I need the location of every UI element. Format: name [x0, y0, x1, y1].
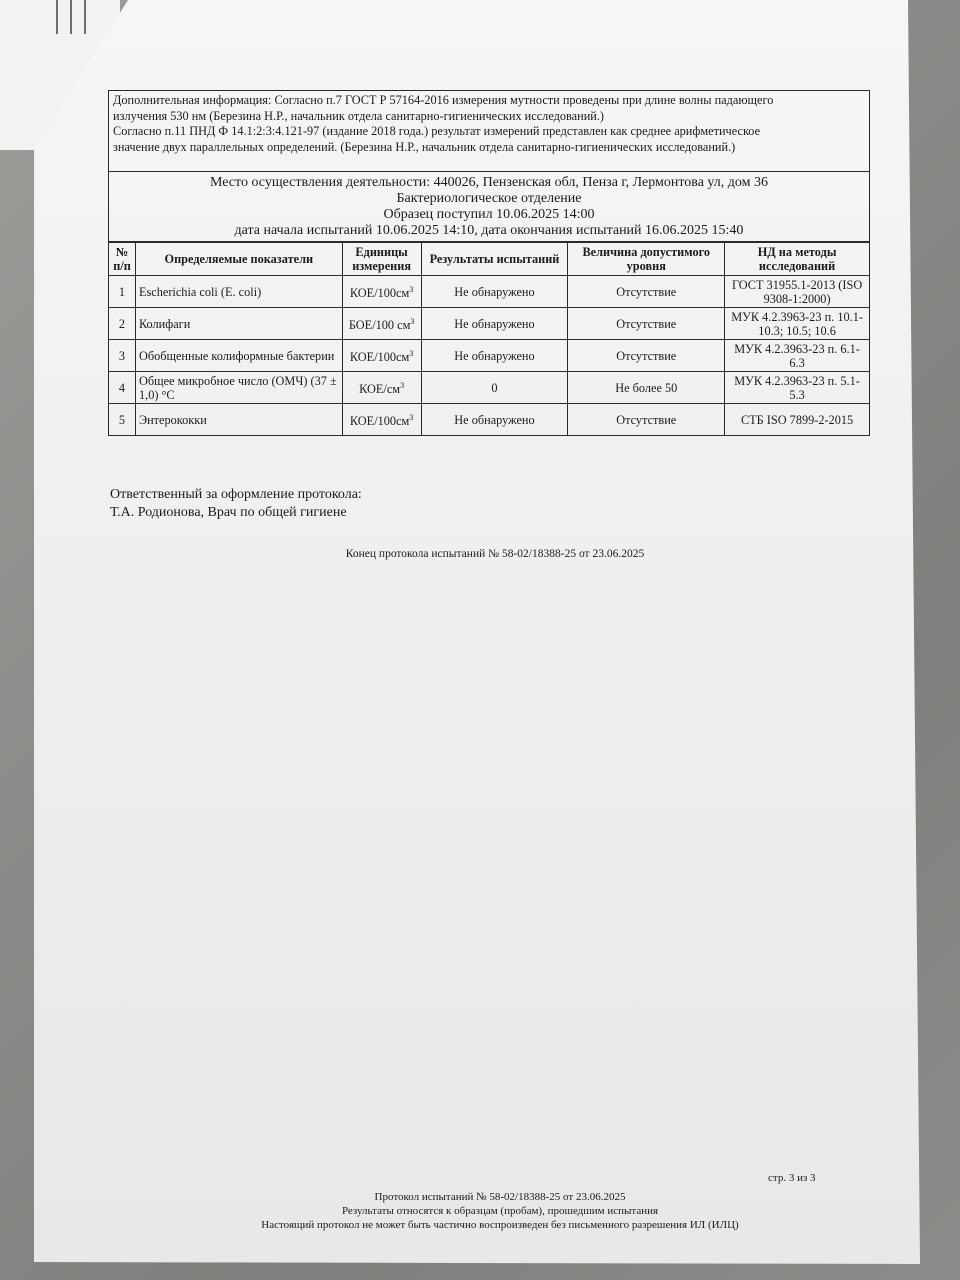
additional-info-line: Дополнительная информация: Согласно п.7 ГОСТ Р 57164-2016 измерения мутности проведены при длине волны падающего [113, 93, 774, 107]
cell-limit: Отсутствие [568, 308, 725, 340]
cell-unit [342, 308, 421, 340]
table-row [109, 404, 870, 436]
unit-exponent: 3 [409, 284, 414, 294]
sheet-mark [56, 0, 58, 34]
unit-exponent: 3 [410, 316, 415, 326]
department-line: Бактериологическое отделение [396, 191, 582, 206]
cell-num: 5 [109, 404, 136, 436]
cell-indicator: Колифаги [135, 308, 342, 340]
cell-result: 0 [421, 372, 568, 404]
header-indicator: Определяемые показатели [135, 243, 342, 276]
cell-method: МУК 4.2.3963-23 п. 10.1-10.3; 10.5; 10.6 [725, 308, 870, 340]
additional-info-line: значение двух параллельных определений. (Березина Н.Р., начальник отдела санитарно-гигиенических исследований.) [113, 139, 736, 154]
footer-line: Протокол испытаний № 58-02/18388-25 от 23.06.2025 [374, 1191, 626, 1203]
page-number: стр. 3 из 3 [768, 1172, 816, 1184]
cell-unit [342, 340, 421, 372]
cell-indicator: Обобщенные колиформные бактерии [135, 340, 342, 372]
cell-limit: Отсутствие [568, 340, 725, 372]
header-limit: Величина допустимого уровня [568, 243, 725, 276]
sheet-mark [84, 0, 86, 34]
table-row [109, 372, 870, 404]
unit-text: КОЕ/см [359, 382, 401, 397]
unit-text: КОЕ/100см [349, 350, 410, 365]
table-row [109, 276, 870, 308]
additional-info-line: Согласно п.11 ПНД Ф 14.1:2:3:4.121-97 (издание 2018 года.) результат измерений представлен как среднее арифметическое [113, 124, 761, 138]
unit-text: КОЕ/100см [349, 286, 410, 301]
header-result: Результаты испытаний [421, 243, 568, 276]
header-units: Единицы измерения [342, 243, 421, 276]
cell-indicator: Escherichia coli (E. coli) [135, 276, 342, 308]
header-num: № п/п [109, 243, 136, 276]
unit-exponent: 3 [409, 348, 414, 358]
results-table [108, 242, 870, 436]
responsible-block [110, 486, 362, 522]
cell-indicator: Энтерококки [135, 404, 342, 436]
unit-text: БОЕ/100 см [348, 318, 411, 333]
unit-text: КОЕ/100см [349, 414, 410, 429]
additional-info-box [108, 90, 870, 172]
cell-limit: Не более 50 [568, 372, 725, 404]
cell-num: 4 [109, 372, 136, 404]
page-footer [0, 1190, 960, 1232]
address-line: Место осуществления деятельности: 440026, Пензенская обл, Пенза г, Лермонтова ул, дом 36 [209, 175, 769, 190]
cell-unit [342, 404, 421, 436]
cell-result: Не обнаружено [421, 404, 568, 436]
place-of-activity-box [108, 172, 870, 242]
additional-info-line: излучения 530 нм (Березина Н.Р., начальник отдела санитарно-гигиенических исследований.) [113, 108, 605, 123]
cell-limit: Отсутствие [568, 276, 725, 308]
sample-received-line: Образец поступил 10.06.2025 14:00 [383, 207, 595, 222]
table-row [109, 340, 870, 372]
cell-method: СТБ ISO 7899-2-2015 [725, 404, 870, 436]
cell-method: МУК 4.2.3963-23 п. 5.1-5.3 [725, 372, 870, 404]
cell-method: ГОСТ 31955.1-2013 (ISO 9308-1:2000) [725, 276, 870, 308]
cell-num: 2 [109, 308, 136, 340]
table-row [109, 308, 870, 340]
cell-indicator: Общее микробное число (ОМЧ) (37 ± 1,0) °С [135, 372, 342, 404]
responsible-person: Т.А. Родионова, Врач по общей гигиене [110, 505, 347, 520]
header-method: НД на методы исследований [725, 243, 870, 276]
footer-line: Настоящий протокол не может быть частично воспроизведен без письменного разрешения ИЛ (ИЛЦ) [261, 1219, 739, 1231]
sheet-mark [70, 0, 72, 34]
end-of-protocol: Конец протокола испытаний № 58-02/18388-25 от 23.06.2025 [345, 548, 645, 560]
unit-exponent: 3 [400, 380, 405, 390]
test-dates-line: дата начала испытаний 10.06.2025 14:10, дата окончания испытаний 16.06.2025 15:40 [234, 223, 744, 238]
table-header-row [109, 243, 870, 276]
responsible-label: Ответственный за оформление протокола: [110, 487, 362, 502]
unit-exponent: 3 [409, 412, 414, 422]
cell-method: МУК 4.2.3963-23 п. 6.1-6.3 [725, 340, 870, 372]
cell-result: Не обнаружено [421, 340, 568, 372]
cell-limit: Отсутствие [568, 404, 725, 436]
cell-unit [342, 372, 421, 404]
cell-unit [342, 276, 421, 308]
cell-num: 1 [109, 276, 136, 308]
footer-line: Результаты относятся к образцам (пробам), прошедшим испытания [341, 1205, 659, 1217]
cell-num: 3 [109, 340, 136, 372]
cell-result: Не обнаружено [421, 308, 568, 340]
cell-result: Не обнаружено [421, 276, 568, 308]
